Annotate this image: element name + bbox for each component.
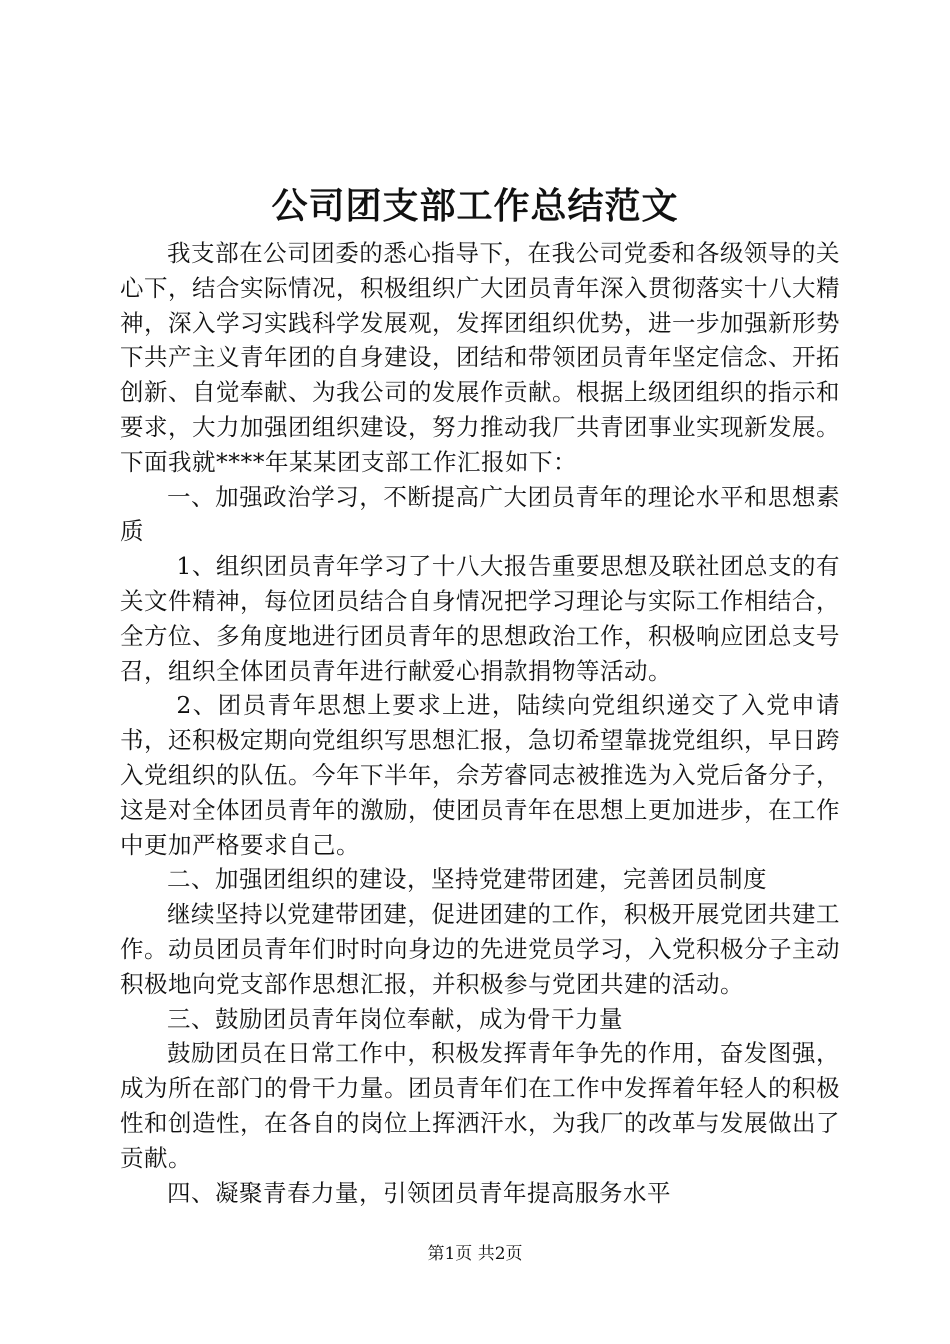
paragraph-intro: 我支部在公司团委的悉心指导下，在我公司党委和各级领导的关心下，结合实际情况，积极组织广大团员青年深入贯彻落实十八大精神，深入学习实践科学发展观，发挥团组织优势，进一步加强新形势下共产主义青年团的自身建设，团结和带领团员青年坚定信念、开拓创新、自觉奉献、为我公司的发展作贡献。根据上级团组织的指示和要求，大力加强团组织建设，努力推动我厂共青团事业实现新发展。下面我就****年某某团支部工作汇报如下：	[120, 239, 840, 476]
paragraph-item-1: 1、组织团员青年学习了十八大报告重要思想及联社团总支的有关文件精神，每位团员结合自身情况把学习理论与实际工作相结合，全方位、多角度地进行团员青年的思想政治工作，积极响应团总支号召，组织全体团员青年进行献爱心捐款捐物等活动。	[120, 552, 840, 685]
paragraph-section-2: 继续坚持以党建带团建，促进团建的工作，积极开展党团共建工作。动员团员青年们时时向身边的先进党员学习，入党积极分子主动积极地向党支部作思想汇报，并积极参与党团共建的活动。	[120, 900, 840, 998]
page-footer: 第1页 共2页	[427, 1244, 523, 1264]
paragraph-item-2: 2、团员青年思想上要求上进，陆续向党组织递交了入党申请书，还积极定期向党组织写思想汇报，急切希望靠拢党组织，早日跨入党组织的队伍。今年下半年，佘芳睿同志被推选为入党后备分子，这是对全体团员青年的激励，使团员青年在思想上更加进步，在工作中更加严格要求自己。	[120, 691, 840, 859]
section-heading-3: 三、鼓励团员青年岗位奉献，成为骨干力量	[167, 1004, 623, 1033]
section-heading-1: 一、加强政治学习，不断提高广大团员青年的理论水平和思想素质	[120, 482, 840, 546]
paragraph-section-3: 鼓励团员在日常工作中，积极发挥青年争先的作用，奋发图强，成为所在部门的骨干力量。团员青年们在工作中发挥着年轻人的积极性和创造性，在各自的岗位上挥洒汗水，为我厂的改革与发展做出了贡献。	[120, 1039, 840, 1172]
section-heading-2: 二、加强团组织的建设，坚持党建带团建，完善团员制度	[167, 865, 767, 894]
document-body	[120, 236, 840, 1210]
section-heading-4: 四、凝聚青春力量，引领团员青年提高服务水平	[167, 1178, 671, 1207]
document-title: 公司团支部工作总结范文	[271, 185, 679, 227]
